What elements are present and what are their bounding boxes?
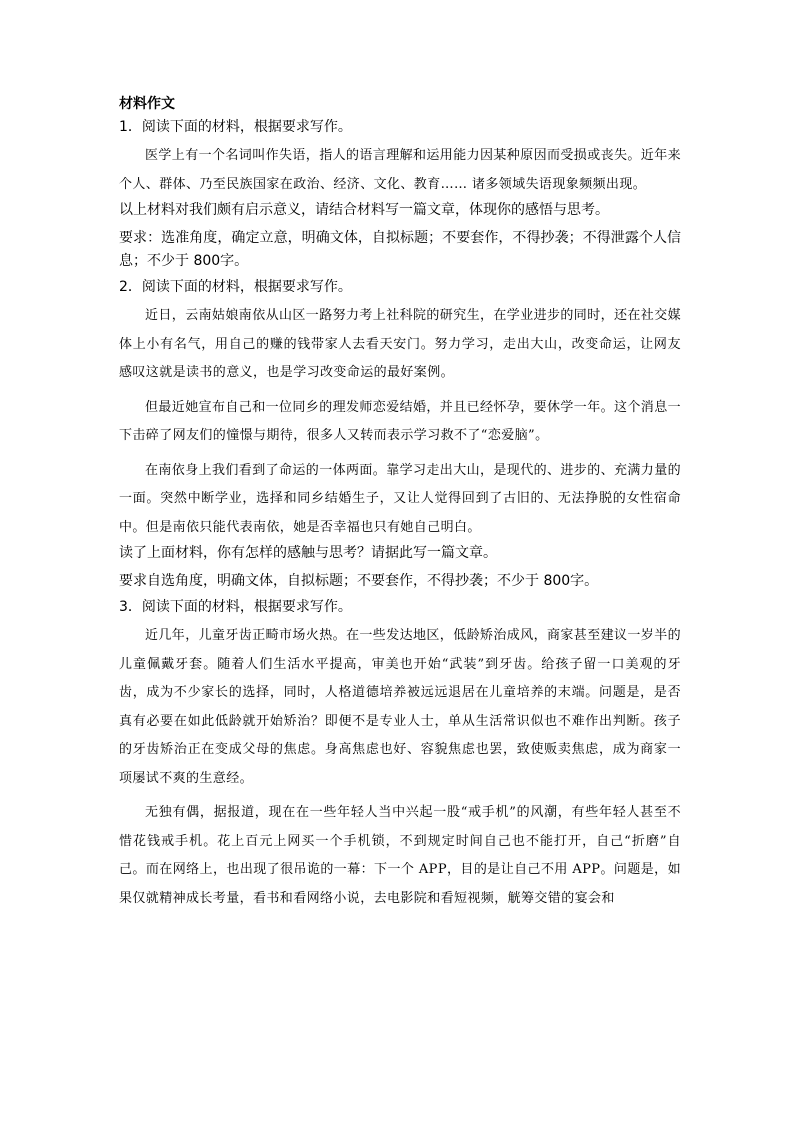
- writing-requirement: 要求：选准角度，确定立意，明确文体，自拟标题；不要套作，不得抄袭；不得泄露个人信息；不少于 800字。: [119, 230, 681, 269]
- question-2: [119, 278, 681, 593]
- material-paragraph: 但最近她宣布自己和一位同乡的理发师恋爱结婚，并且已经怀孕，要休学一年。这个消息一下击碎了网友们的憧憬与期待，很多人又转而表示学习救不了“恋爱脑”。: [119, 399, 682, 443]
- writing-requirement: 要求自选角度，明确文体，自拟标题；不要套作，不得抄袭；不少于 800字。: [119, 573, 599, 589]
- section-title: 材料作文: [119, 96, 175, 112]
- document-body: [119, 94, 681, 913]
- material-paragraph: 在南依身上我们看到了命运的一体两面。靠学习走出大山，是现代的、进步的、充满力量的一面。突然中断学业，选择和同乡结婚生子，又让人觉得回到了古旧的、无法挣脱的女性宿命中。但是南依只能代表南依，她是否幸福也只有她自己明白。: [119, 462, 682, 535]
- question-3: [119, 598, 681, 913]
- material-paragraph: 近几年，儿童牙齿正畸市场火热。在一些发达地区，低龄矫治成风，商家甚至建议一岁半的儿童佩戴牙套。随着人们生活水平提高，审美也开始“武装”到牙齿。给孩子留一口美观的牙齿，成为不少家长的选择，同时，人格道德培养被远远退居在儿童培养的末端。问题是，是否真有必要在如此低龄就开始矫治？即便不是专业人士，单从生活常识似也不难作出判断。孩子的牙齿矫治正在变成父母的焦虑。身高焦虑也好、容貌焦虑也罢，致使贩卖焦虑，成为商家一项屡试不爽的生意经。: [119, 628, 682, 786]
- writing-prompt: 以上材料对我们颇有启示意义，请结合材料写一篇文章，体现你的感悟与思考。: [119, 202, 609, 218]
- material-paragraph: 医学上有一个名词叫作失语，指人的语言理解和运用能力因某种原因而受损或丧失。近年来个人、群体、乃至民族国家在政治、经济、文化、教育…… 诸多领域失语现象频频出现。: [119, 148, 682, 192]
- material-paragraph: 无独有偶，据报道，现在在一些年轻人当中兴起一股“戒手机”的风潮，有些年轻人甚至不惜花钱戒手机。花上百元上网买一个手机锁，不到规定时间自己也不能打开，自己“折磨”自己。而在网络上，也出现了很吊诡的一幕：下一个 APP，目的是让自己不用 APP。问题是，如果仅就精神成长考量，看书和看网络小说，去电影院和看短视频，觥筹交错的宴会和: [119, 805, 681, 906]
- question-1: [119, 118, 681, 273]
- question-heading: 2．阅读下面的材料，根据要求写作。: [119, 279, 352, 295]
- question-heading: 3．阅读下面的材料，根据要求写作。: [119, 599, 352, 615]
- question-heading: 1．阅读下面的材料，根据要求写作。: [119, 119, 352, 135]
- material-paragraph: 近日，云南姑娘南依从山区一路努力考上社科院的研究生，在学业进步的同时，还在社交媒体上小有名气，用自己的赚的钱带家人去看天安门。努力学习，走出大山，改变命运，让网友感叹这就是读书的意义，也是学习改变命运的最好案例。: [119, 308, 682, 380]
- writing-prompt: 读了上面材料，你有怎样的感触与思考？请据此写一篇文章。: [119, 545, 497, 561]
